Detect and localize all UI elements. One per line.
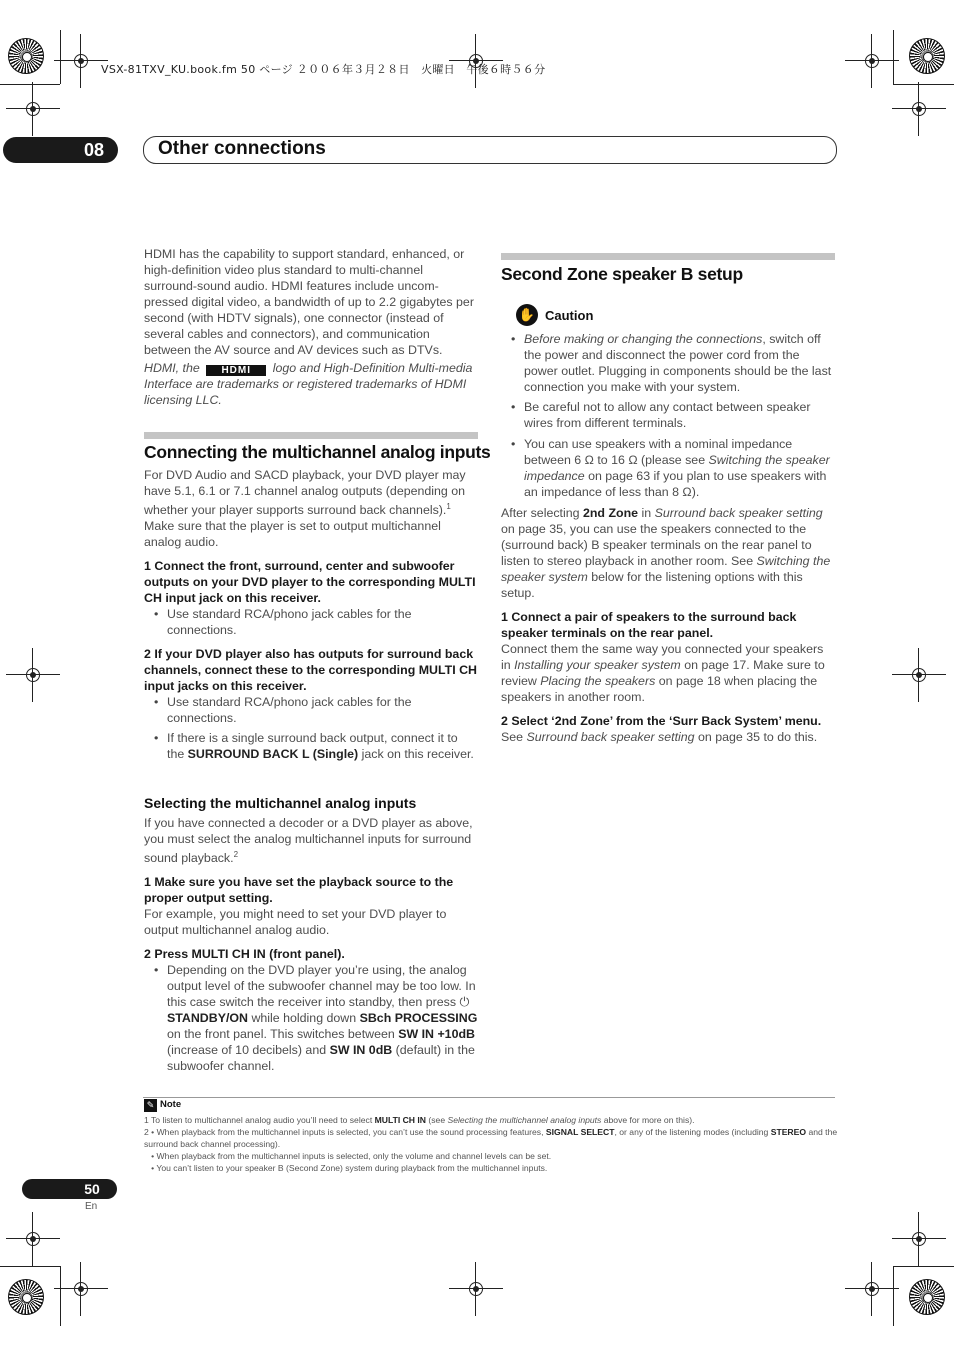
page-language: En [85, 1201, 98, 1212]
registration-mark [906, 1226, 932, 1252]
right-content [501, 331, 835, 745]
left-intro [144, 246, 478, 408]
note-label: Note [160, 1099, 182, 1110]
crop-line [60, 1266, 61, 1326]
section-heading-second-zone: Second Zone speaker B setup [501, 264, 743, 284]
left-section2 [144, 815, 478, 1074]
s2-step1-body: For example, you might need to set your DVD player to output multichannel analog audio. [144, 907, 447, 938]
footnote-ref-1: 1 [446, 502, 451, 511]
registration-mark [859, 48, 885, 74]
trademark-pre: HDMI, the [144, 361, 200, 375]
right-step1-body: Connect them the same way you connected your speakers in Installing your speaker system on page 17. Make sure to review Placing the speakers on page 18 when placing the speakers in another room. [501, 642, 825, 704]
footnote-2-bullet-2: • When playback from the multichannel inputs is selected, only the volume and channel levels can be set. [144, 1151, 552, 1161]
crop-line [0, 1266, 60, 1267]
second-zone-intro: After selecting 2nd Zone in Surround back speaker setting on page 35, you can use the speakers connected to the (surround back) B speaker terminals on the rear panel to listen to stereo playback in another room. See Switching the speaker system below for the listening options with this setup. [501, 506, 831, 600]
section-heading-connecting: Connecting the multichannel analog inputs [144, 442, 491, 462]
step1-bullet: • Use standard RCA/phono jack cables for the connections. [144, 606, 478, 638]
hdmi-intro-paragraph: HDMI has the capability to support standard, enhanced, or high-definition video plus standard to multi-channel surround-sound audio. HDMI features include uncom-pressed digital video, a bandwidth of up to 2.2 gigabytes per second (with HDTV signals), one connector (instead of several cables and connectors), and communication between the AV source and AV devices such as DTVs. [144, 247, 474, 357]
registration-mark [463, 1276, 489, 1302]
subsection-heading-selecting: Selecting the multichannel analog inputs [144, 795, 417, 811]
caution-hand-icon: ✋ [516, 304, 538, 326]
step2-bullet-1: • Use standard RCA/phono jack cables for the connections. [144, 694, 478, 726]
registration-sun-bottom-left [8, 1279, 44, 1315]
registration-sun-bottom-right [909, 1279, 945, 1315]
s2-step2-bullet: • Depending on the DVD player you’re using, the analog output level of the subwoofer channel may be too low. In this case switch the receiver into standby, then press ⏻ STANDBY/ON while holding down SBch PROCESSING on the front panel. This switches between SW IN +10dB (increase of 10 decibels) and SW IN 0dB (default) in the subwoofer channel. [144, 962, 478, 1074]
caution-bullet-1: • Before making or changing the connections, switch off the power and disconnect the power cord from the power outlet. Plugging in components should be the last connection you make with your system. [501, 331, 835, 395]
registration-mark [68, 48, 94, 74]
crop-line [893, 84, 954, 85]
registration-sun-top-left [8, 38, 44, 74]
footnote-2: 2 • When playback from the multichannel inputs is selected, you can’t use the sound processing features, SIGNAL SELECT, or any of the listening modes (including STEREO and the surround back channel processing). [144, 1127, 838, 1149]
step2-bullet-2: • If there is a single surround back output, connect it to the SURROUND BACK L (Single) jack on this receiver. [144, 730, 478, 762]
note-pencil-icon: ✎ [144, 1099, 157, 1112]
footnotes [144, 1114, 839, 1174]
registration-mark [20, 96, 46, 122]
step1-heading: 1 Connect the front, surround, center and subwoofer outputs on your DVD player to the corresponding MULTI CH input jack on this receiver. [144, 559, 476, 606]
caution-bullet-3: • You can use speakers with a nominal impedance between 6 Ω to 16 Ω (please see Switching the speaker impedance on page 63 if you plan to use speakers with an impedance of less than 8 Ω). [501, 436, 835, 500]
s2-step1-heading: 1 Make sure you have set the playback source to the proper output setting. [144, 875, 454, 906]
s2-step2-heading: 2 Press MULTI CH IN (front panel). [144, 947, 345, 962]
caution-label: Caution [545, 308, 594, 323]
registration-mark [859, 1276, 885, 1302]
trademark-post: logo and High-Definition Multi-media Interface are trademarks or registered trademarks of HDMI licensing LLC. [144, 361, 473, 407]
registration-mark [20, 662, 46, 688]
footnote-2-bullet-3: • You can’t listen to your speaker B (Second Zone) system during playback from the multichannel inputs. [144, 1163, 548, 1173]
right-step1-heading: 1 Connect a pair of speakers to the surround back speaker terminals on the rear panel. [501, 610, 797, 640]
chapter-number: 08 [83, 140, 105, 160]
hdmi-trademark-note [144, 360, 478, 408]
chapter-title: Other connections [158, 138, 326, 159]
crop-line [60, 30, 61, 84]
hdmi-logo: HDMI [206, 365, 266, 376]
footnote-1: 1 To listen to multichannel analog audio you’ll need to select MULTI CH IN (see Selecting the multichannel analog inputs above for more on this). [144, 1115, 695, 1125]
registration-mark [906, 662, 932, 688]
page-number: 50 [84, 1181, 100, 1197]
right-step2-body: See Surround back speaker setting on page 35 to do this. [501, 730, 818, 744]
registration-mark [906, 96, 932, 122]
step2-heading: 2 If your DVD player also has outputs for surround back channels, connect these to the corresponding MULTI CH input jacks on this receiver. [144, 647, 477, 694]
footnote-ref-2: 2 [233, 850, 239, 859]
caution-bullet-2: • Be careful not to allow any contact between speaker wires from different terminals. [501, 399, 835, 431]
section-rule [144, 432, 478, 439]
registration-mark [20, 1226, 46, 1252]
left-section1 [144, 467, 478, 762]
right-step2-heading: 2 Select ‘2nd Zone’ from the ‘Surr Back System’ menu. [501, 714, 822, 728]
section1-body: For DVD Audio and SACD playback, your DVD player may have 5.1, 6.1 or 7.1 channel analog outputs (depending on whether your player supports surround back channels).$^1$ Make sure that the player is set to output multichannel analog audio. [144, 468, 466, 550]
crop-line [0, 84, 60, 85]
crop-line [893, 30, 894, 84]
section2-body: If you have connected a decoder or a DVD player as above, you must select the analog multichannel inputs for surround sound playback.$^2$ [144, 816, 473, 866]
book-file-line: VSX-81TXV_KU.book.fm 50 ページ ２００６年３月２８日 火曜日 午後６時５６分 [101, 63, 546, 76]
registration-sun-top-right [909, 38, 945, 74]
power-icon: ⏻ [459, 995, 470, 1010]
crop-line [893, 1266, 894, 1326]
registration-mark [68, 1276, 94, 1302]
note-rule [143, 1097, 835, 1098]
crop-line [893, 1266, 954, 1267]
section-rule [501, 253, 835, 260]
